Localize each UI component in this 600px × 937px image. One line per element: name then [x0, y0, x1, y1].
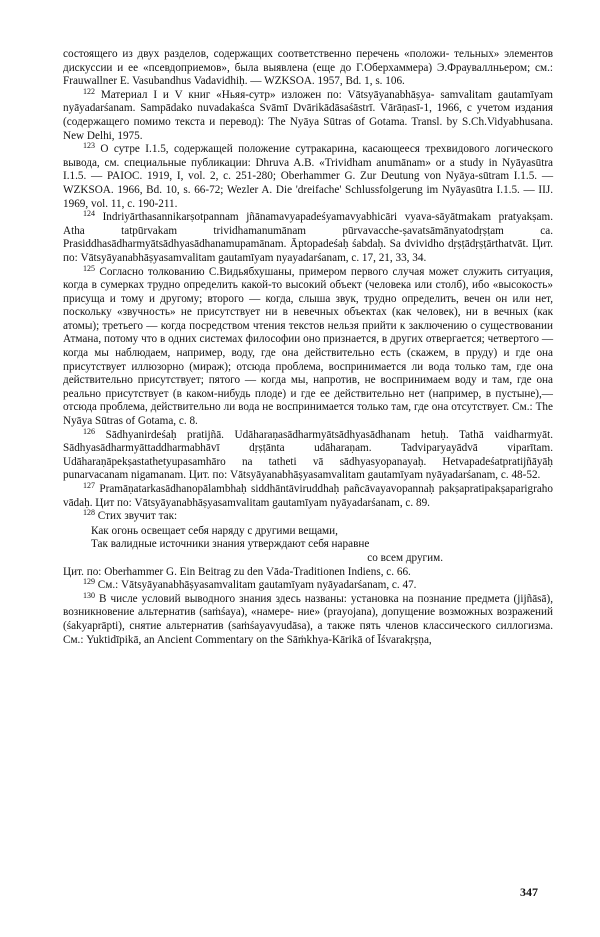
footnote-128-citation: Цит. по: Oberhammer G. Ein Beitrag zu den Vāda-Traditionen Indiens, с. 66.: [63, 565, 411, 578]
footnote-127: $^{127}$ Pramāṇatarkasādhanopālambhaḥ siddhāntāviruddhaḥ pañcāvayavopannaḥ pakṣapratipakṣaparigraho vādaḥ. Цит по: Vātsyāyanabhāṣyasamvalitam gautamīyam nyāyadarśanam, с. 89.: [63, 481, 553, 509]
verse-quote: [63, 525, 553, 566]
verse-line: со всем другим.: [367, 551, 443, 564]
footnote-number: 130: [83, 590, 95, 600]
footnote-122: $^{122}$ Материал I и V книг «Ньяя-сутр» изложен по: Vātsyāyanabhāṣya- samvalitam gautamīyam nyāyadarśanam. Sampādako nuvadakaśca Svāmī Dvārikādāsaśāstrī. Vārāṇasī-1, 1966, с учетом издания (содержащего помимо текста и перевод): The Nyāya Sūtras of Gotama. Transl. by S.Ch.Vidyabhusana. New Delhi, 1975.: [63, 86, 554, 142]
footnote-continuation: состоящего из двух разделов, содержащих соответственно перечень «положи- тельных» элементов дискуссии и ее «псевдоприемов», была выявлена (еще до Г.Оберхаммера) Э.Фрауваллньером; см.: Frauwallner E. Vasubandhus Vadavidhiḥ. — WZKSOA. 1957, Bd. 1, s. 106.: [63, 48, 554, 88]
footnote-126: $^{126}$ Sādhyanirdeśaḥ pratijñā. Udāharaṇasādharmyātsādhyasādhanam hetuḥ. Tathā vaidharmyāt. Sādhyasādharmyāttaddharmabhāvī dṛṣṭānta udāharaṇam. Tadviparyayādvā viparītam. Udāharaṇāpekṣastathetyupasamhāro na tatheti vā sādhyasyopanayaḥ. Hetvapadeśatpratijñāyāḥ punarvacanam nigamanam. Цит. по: Vātsyāyanabhāṣyasamvalitam gautamīyam nyāyadarśanam, с. 48-52.: [63, 426, 553, 482]
footnote-124: $^{124}$ Indriyārthasannikarṣotpannam jñānamavyapadeśyamavyabhicāri vyava-sāyātmakam pratyakṣam. Atha tatpūrvakam trividhamanumānam pūrvavacche-ṣavatsāmānyatodṛṣṭam ca. Prasiddhasādharmyātsādhyasādhanamupamānam. Āptopadeśaḥ śabdaḥ. Sa dvividho dṛṣṭādṛṣṭārthatvāt. Цит. по: Vātsyāyanabhāṣyasamvalitam gautamīyam nyayadarśanam, с. 17, 21, 33, 34.: [63, 209, 554, 264]
verse-line: Как огонь освещает себя наряду с другими вещами,: [91, 524, 338, 537]
footnotes-block: [63, 48, 553, 647]
page-number: 347: [520, 885, 538, 899]
footnote-number: 127: [83, 481, 95, 490]
footnote-number: 125: [83, 263, 95, 273]
footnote-129: $^{129}$ См.: Vātsyāyanabhāṣyasamvalitam gautamīyam nyāyadarśanam, с. 47.: [83, 577, 417, 592]
footnote-number: 128: [83, 508, 95, 518]
footnote-130: $^{130}$ В числе условий выводного знания здесь названы: установка на познание предмета (jijñāsā), возникновение альтернатив (saṁśaya), «намере- ние» (prayojana), допущение возможных возражений (śakyaprāpti), снятие альтернатив (saṁśayavyudāsa), а также пять членов классического силлогизма. См.: Yuktidīpikā, an Ancient Commentary on the Sāṁkhya-Kārikā of Īśvarakṛṣṇa,: [63, 590, 554, 646]
footnote-number: 123: [83, 141, 95, 151]
footnote-number: 124: [83, 209, 95, 219]
footnote-125: $^{125}$ Согласно толкованию С.Видьябхушаны, примером первого случая может служить ситуация, когда в сумерках трудно определить какой-то высокий объект (человека или столб), ибо «высокость» присуща и тому и другому; второго — когда, слыша звук, трудно определить, вечен он или нет, поскольку «звучность» не присутствует ни в невечных объектах (как человек), ни в вечных (как атомы); третьего — когда посредством чтения текстов нельзя прийти к заключению о существовании Атмана, потому что в одних системах философии оно признается, в других отвергается; четвертого — когда мы наблюдаем, например, воду, где она действительно есть (скажем, в пруду) и где она присутствует иллюзорно (мираж); отсюда проблема, воспринимается ли вода только там, где она действительно присутствует; пятого — когда мы, напротив, не воспринимаем воду и там, где она реально присутствует (в каком-нибудь плоде) и где ее действительно нет (например, в пустыне),— отсюда проблема, действительно ли вода не воспринимается только там, где она отсутствует. См.: The Nyāya Sūtras of Gotama, с. 8.: [63, 263, 554, 428]
footnote-123: $^{123}$ О сутре I.1.5, содержащей положение сутракарина, касающееся трехвидового логического вывода, см. специальные публикации: Dhruva A.B. «Trividham anumānam» or a study in Nyāyasūtra I.1.5. — PAIOC. 1919, I, vol. 2, с. 251-280; Oberhammer G. Zur Deutung von Nyāya-sūtram I.1.5. — WZKSOA. 1966, Bd. 10, s. 66-72; Wezler A. Die 'dreifache' Schlussfolgerung im Nyāyasūtra I.1.5. — IIJ. 1969, vol. 11, c. 190-211.: [63, 141, 554, 210]
footnote-number: 129: [83, 577, 95, 587]
footnote-128: $^{128}$ Стих звучит так:: [83, 508, 178, 523]
footnote-number: 126: [83, 426, 95, 436]
verse-line: Так валидные источники знания утверждают себя наравне: [91, 538, 370, 551]
footnote-number: 122: [83, 86, 95, 96]
